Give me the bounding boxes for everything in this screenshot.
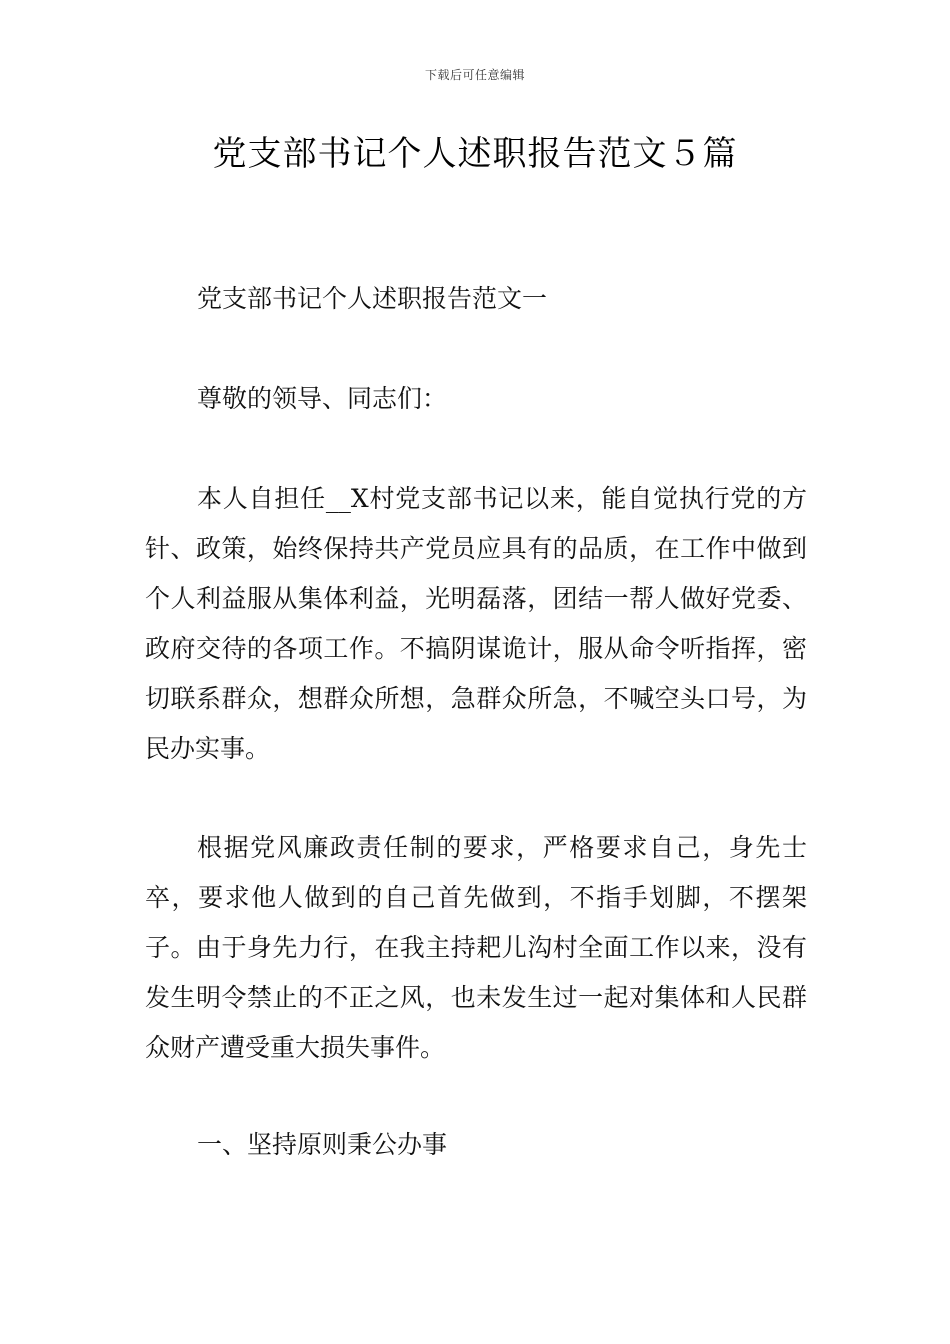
body-paragraph-2: 根据党风廉政责任制的要求，严格要求自己，身先士卒，要求他人做到的自己首先做到，不指手划脚，不摆架子。由于身先力行，在我主持耙儿沟村全面工作以来，没有发生明令禁止的不正之风，也未发生过一起对集体和人民群众财产遭受重大损失事件。: [145, 833, 807, 1062]
document-title: 党支部书记个人述职报告范文５篇: [212, 134, 738, 174]
header-note: 下载后可任意编辑: [424, 68, 525, 82]
subheading: 一、坚持原则秉公办事: [197, 1130, 448, 1159]
salutation: 尊敬的领导、同志们：: [197, 384, 448, 413]
body-paragraph-1: 本人自担任__X村党支部书记以来，能自觉执行党的方针、政策，始终保持共产党员应具有的品质，在工作中做到个人利益服从集体利益，光明磊落，团结一帮人做好党委、政府交待的各项工作。不搞阴谋诡计，服从命令听指挥，密切联系群众，想群众所想，急群众所急，不喊空头口号，为民办实事。: [145, 484, 807, 763]
section-heading: 党支部书记个人述职报告范文一: [197, 284, 548, 313]
